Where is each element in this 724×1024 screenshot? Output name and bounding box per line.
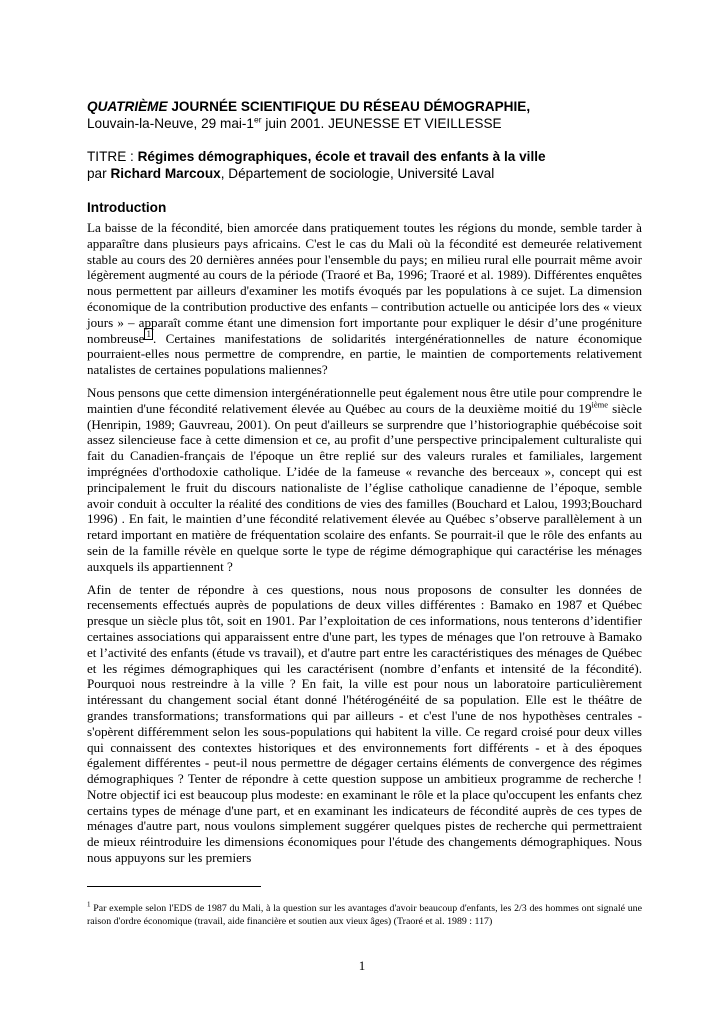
century-superscript: ième (591, 399, 609, 410)
footnote (87, 902, 642, 928)
paragraph-3: Afin de tenter de répondre à ces questions, nous nous proposons de consulter les données de recensements effectués auprès de populations de deux villes différentes : Bamako en 1987 et Québec presque un siècle plus tôt, soit en 1901. Par l’exploitation de ces informations, nous tenterons d’identifier certaines associations qui apparaissent entre d'une part, les types de ménages que l'on retrouve à Bamako et l’activité des enfants (étude vs travail), et d'autre part entre les caractéristiques des ménages de Québec et les régimes démographiques qui les caractérisent (nombre d’enfants et intensité de la fécondité). Pourquoi nous restreindre à la ville ? En fait, la ville est pour nous un laboratoire particulièrement intéressant du changement social étant donné l'hétérogénéité de sa population. Elle est le théâtre de grandes transformations; transformations qui par ailleurs - et c'est l'une de nos hypothèses centrales - s'opèrent différemment selon les sous-populations qui habitent la ville. Ce regard croisé pour deux villes qui connaissent des contextes historiques et des environnements fort différents - et à des époques également différentes - peut-il nous permettre de dégager certains éléments de convergence des régimes démographiques ? Tenter de répondre à cette question suppose un ambitieux programme de recherche ! Notre objectif ici est beaucoup plus modeste: en examinant le rôle et la place qu'occupent les enfants chez certains types de ménage d'une part, et en examinant les indicateurs de fécondité auprès de ces types de ménages d'autre part, nous voulons simplement suggérer quelques pistes de recherche qui permettraient de mieux réintroduire les dimensions économiques pour l'étude des changements démographiques. Nous nous appuyons sur les premiers (87, 581, 642, 866)
document-header (87, 98, 647, 182)
paragraph-1-text-a: La baisse de la fécondité, bien amorcée dans pratiquement toutes les régions du monde, semble tarder à apparaître dans plusieurs pays africains. C'est le cas du Mali où la fécondité est demeurée relativement stable au cours des 20 dernières années pour l'ensemble du pays; en milieu rural elle pourrait même avoir légèrement augmenté au cours de la période (Traoré et Ba, 1996; Traoré et al. 1989). Différentes enquêtes nous permettent par ailleurs d'examiner les motifs évoqués par les populations à ce sujet. La dimension économique de la contribution productive des enfants – contribution actuelle ou anticipée lors des « vieux jours » – apparaît comme étant une dimension fort importante pour expliquer le désir d’une progéniture nombreuse (87, 220, 642, 346)
body-text (87, 220, 642, 873)
footnote-marker: 1 (87, 900, 91, 909)
paragraph-2 (87, 385, 642, 575)
paper-title-line (87, 148, 647, 165)
conference-name: JOURNÉE SCIENTIFIQUE DU RÉSEAU DÉMOGRAPHIE, (167, 99, 531, 114)
footnote-divider (87, 886, 261, 887)
paragraph-1-text-b: . Certaines manifestations de solidarités intergénérationnelles de nature économique pourraient-elles nous permettre de comprendre, en partie, le maintien de comportements relativement natalistes de certaines populations maliennes? (87, 330, 642, 378)
paragraph-2-text-a: Nous pensons que cette dimension intergénérationnelle peut également nous être utile pour comprendre le maintien d'une fécondité relativement élevée au Québec au cours de la deuxième moitié du 19 (87, 384, 642, 416)
section-heading-introduction: Introduction (87, 200, 167, 215)
footnote-reference[interactable]: 1 (146, 329, 151, 340)
title-prefix: TITRE : (87, 149, 138, 164)
date-superscript: er (254, 114, 262, 125)
paper-title: Régimes démographiques, école et travail des enfants à la ville (137, 149, 546, 164)
conference-ordinal: QUATRIÈME (87, 99, 168, 114)
conference-theme: juin 2001. JEUNESSE ET VIEILLESSE (261, 116, 502, 131)
page-number: 1 (358, 958, 366, 973)
author-prefix: par (87, 166, 111, 181)
author-name: Richard Marcoux (110, 166, 221, 181)
author-affiliation: , Département de sociologie, Université Laval (220, 166, 495, 181)
conference-place-date: Louvain-la-Neuve, 29 mai-1 (87, 116, 254, 131)
header-spacer (87, 132, 647, 148)
conference-details (87, 115, 647, 132)
footnote-text: Par exemple selon l'EDS de 1987 du Mali, à la question sur les avantages d'avoir beaucoup d'enfants, les 2/3 des hommes ont signalé une raison d'ordre économique (travail, aide financière et soutien aux vieux âges) (Traoré et al. 1989 : 117) (87, 903, 642, 927)
conference-line (87, 98, 647, 115)
paragraph-2-text-b: siècle (Henripin, 1989; Gauvreau, 2001). On peut d'ailleurs se surprendre que l’historiographie québécoise soit assez silencieuse face à cette dimension et ce, au profit d’une perspective principalement culturaliste qui fait du Canadien-français de l'époque un être replié sur des valeurs rurales et familiales, largement imprégnées d'orthodoxie catholique. L’idée de la fameuse « revanche des berceaux », concept qui est principalement le fruit du discours nationaliste de l’église catholique canadienne de l’époque, semble avoir conduit à occulter la réalité des conditions de vies des familles (Bouchard et Lalou, 1993;Bouchard 1996) . En fait, le maintien d’une fécondité relativement élevée au Québec s’observe parallèlement à un retard important en matière de fréquentation scolaire des enfants. Se pourrait-il que le rôle des enfants au sein de la famille révèle en quelque sorte le type de régime démographique qui caractérise les ménages auxquels ils appartiennent ? (87, 400, 642, 574)
author-line (87, 165, 647, 182)
paragraph-1 (87, 220, 642, 378)
